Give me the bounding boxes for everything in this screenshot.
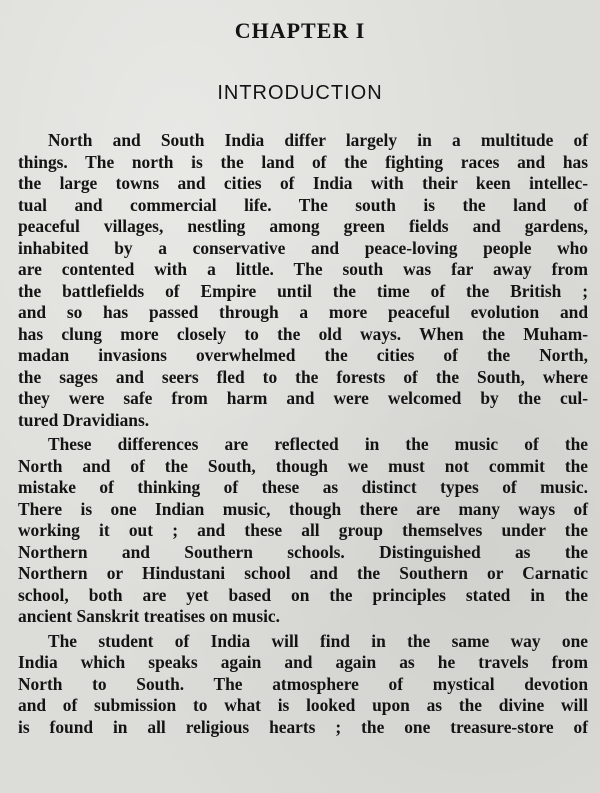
text-line: the large towns and cities of India with their keen intellec- bbox=[18, 173, 588, 193]
text-line: North and of the South, though we must not commit the bbox=[18, 455, 588, 476]
text-line: India which speaks again and again as he travels from bbox=[18, 652, 588, 672]
paragraph-1 bbox=[18, 130, 588, 431]
text-line: Northern or Hindustani school and the Southern or Carnatic bbox=[18, 563, 588, 583]
text-line: working it out ; and these all group themselves under the bbox=[18, 520, 588, 540]
text-line: madan invasions overwhelmed the cities of the North, bbox=[18, 345, 588, 365]
body-text bbox=[18, 130, 588, 738]
text-line: they were safe from harm and were welcomed by the cul- bbox=[18, 388, 588, 408]
paragraph-2 bbox=[18, 434, 588, 628]
chapter-title: CHAPTER I bbox=[234, 18, 366, 43]
text-line: mistake of thinking of these as distinct types of music. bbox=[18, 477, 588, 497]
text-line: the sages and seers fled to the forests of the South, where bbox=[18, 366, 588, 387]
text-line: There is one Indian music, though there are many ways of bbox=[18, 498, 588, 519]
text-line: tured Dravidians. bbox=[18, 409, 150, 430]
text-line: the battlefields of Empire until the time of the British ; bbox=[18, 280, 588, 301]
text-line: has clung more closely to the old ways. When the Muham- bbox=[18, 323, 588, 344]
text-line: peaceful villages, nestling among green fields and gardens, bbox=[18, 216, 588, 236]
text-line: These differences are reflected in the music of the bbox=[48, 434, 588, 454]
section-title: INTRODUCTION bbox=[217, 82, 383, 104]
text-line: school, both are yet based on the principles stated in the bbox=[18, 584, 588, 605]
text-line: and so has passed through a more peaceful evolution and bbox=[18, 302, 588, 322]
text-line: ancient Sanskrit treatises on music. bbox=[18, 606, 280, 626]
text-line: is found in all religious hearts ; the one treasure-store of bbox=[18, 716, 588, 737]
text-line: things. The north is the land of the fighting races and has bbox=[18, 151, 588, 172]
text-line: and of submission to what is looked upon as the divine will bbox=[18, 695, 588, 715]
text-line: tual and commercial life. The south is the land of bbox=[18, 194, 588, 215]
text-line: North and South India differ largely in a multitude of bbox=[48, 130, 588, 150]
text-line: North to South. The atmosphere of mystical devotion bbox=[18, 673, 588, 694]
paragraph-3 bbox=[18, 631, 588, 739]
text-line: The student of India will find in the same way one bbox=[48, 630, 588, 651]
text-line: are contented with a little. The south was far away from bbox=[18, 259, 588, 279]
text-line: Northern and Southern schools. Distinguished as the bbox=[18, 541, 588, 562]
text-line: inhabited by a conservative and peace-loving people who bbox=[18, 237, 588, 258]
